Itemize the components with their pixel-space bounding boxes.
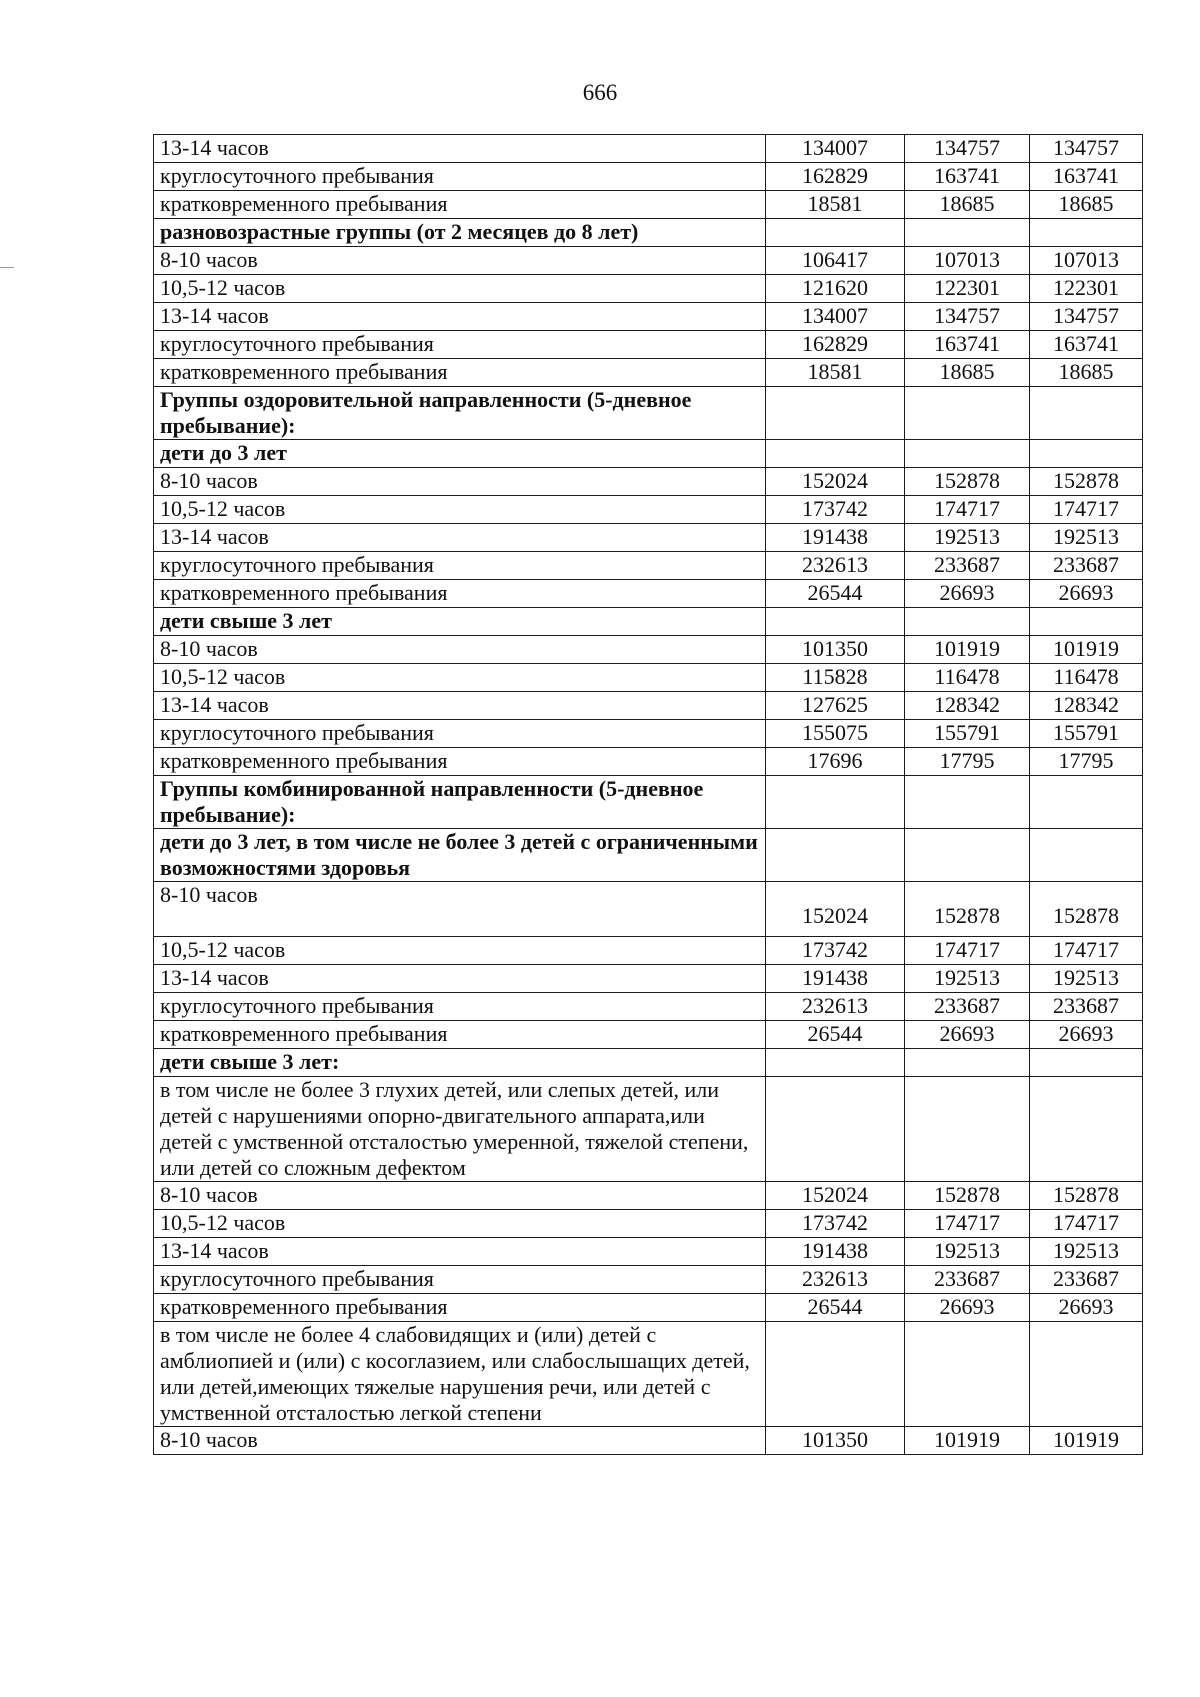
row-label: круглосуточного пребывания [154, 993, 766, 1021]
row-label: 10,5-12 часов [154, 664, 766, 692]
value-cell: 152878 [905, 468, 1030, 496]
row-label: Группы комбинированной направленности (5-дневное пребывание): [154, 776, 766, 829]
value-cell: 233687 [1030, 993, 1143, 1021]
row-label: круглосуточного пребывания [154, 720, 766, 748]
value-cell [905, 608, 1030, 636]
value-cell: 17795 [905, 748, 1030, 776]
scan-mark [0, 267, 14, 268]
table-row [154, 882, 1143, 937]
value-cell: 107013 [905, 247, 1030, 275]
value-cell [766, 608, 905, 636]
table-row [154, 580, 1143, 608]
value-cell: 18685 [1030, 359, 1143, 387]
table-row [154, 748, 1143, 776]
value-cell: 101919 [1030, 636, 1143, 664]
value-cell: 18685 [1030, 191, 1143, 219]
value-cell: 101350 [766, 1427, 905, 1455]
table-row [154, 331, 1143, 359]
table-row [154, 776, 1143, 829]
table-row [154, 720, 1143, 748]
row-label: 13-14 часов [154, 1238, 766, 1266]
row-label: 8-10 часов [154, 468, 766, 496]
page-number: 666 [582, 80, 618, 105]
table-row [154, 636, 1143, 664]
value-cell: 163741 [905, 163, 1030, 191]
row-label: 8-10 часов [154, 1182, 766, 1210]
value-cell: 26544 [766, 1021, 905, 1049]
value-cell: 134757 [905, 303, 1030, 331]
value-cell: 26693 [905, 1021, 1030, 1049]
value-cell: 174717 [905, 496, 1030, 524]
table-row [154, 1238, 1143, 1266]
value-cell: 192513 [1030, 1238, 1143, 1266]
value-cell: 174717 [1030, 1210, 1143, 1238]
value-cell: 152878 [905, 1182, 1030, 1210]
value-cell: 128342 [905, 692, 1030, 720]
table-row [154, 219, 1143, 247]
table-row [154, 965, 1143, 993]
value-cell [766, 829, 905, 882]
value-cell: 115828 [766, 664, 905, 692]
value-cell: 26693 [905, 580, 1030, 608]
row-label: 13-14 часов [154, 135, 766, 163]
table-row [154, 1266, 1143, 1294]
value-cell [1030, 608, 1143, 636]
table-row [154, 692, 1143, 720]
row-label: 8-10 часов [154, 636, 766, 664]
value-cell: 173742 [766, 496, 905, 524]
row-label: 10,5-12 часов [154, 275, 766, 303]
table-row [154, 993, 1143, 1021]
value-cell: 26693 [1030, 580, 1143, 608]
table-row [154, 1210, 1143, 1238]
value-cell: 152878 [905, 882, 1030, 937]
tariff-table-body [154, 135, 1143, 1455]
row-label: кратковременного пребывания [154, 1021, 766, 1049]
value-cell: 152878 [1030, 468, 1143, 496]
row-label: дети свыше 3 лет [154, 608, 766, 636]
table-row [154, 1021, 1143, 1049]
row-label: круглосуточного пребывания [154, 331, 766, 359]
row-label: 13-14 часов [154, 303, 766, 331]
value-cell: 107013 [1030, 247, 1143, 275]
value-cell: 233687 [1030, 552, 1143, 580]
tariff-table [153, 134, 1143, 1455]
value-cell: 232613 [766, 552, 905, 580]
table-row [154, 1427, 1143, 1455]
row-label: кратковременного пребывания [154, 191, 766, 219]
row-label: 8-10 часов [154, 1427, 766, 1455]
table-row [154, 608, 1143, 636]
row-label: 8-10 часов [154, 882, 766, 937]
table-row [154, 247, 1143, 275]
table-row [154, 1294, 1143, 1322]
value-cell [905, 219, 1030, 247]
value-cell [766, 219, 905, 247]
table-row [154, 303, 1143, 331]
value-cell: 101919 [905, 636, 1030, 664]
table-row [154, 937, 1143, 965]
value-cell: 173742 [766, 1210, 905, 1238]
value-cell [1030, 1322, 1143, 1427]
value-cell: 122301 [1030, 275, 1143, 303]
row-label: круглосуточного пребывания [154, 163, 766, 191]
value-cell: 155075 [766, 720, 905, 748]
value-cell [1030, 219, 1143, 247]
value-cell [1030, 1049, 1143, 1077]
value-cell [1030, 440, 1143, 468]
value-cell: 173742 [766, 937, 905, 965]
value-cell: 191438 [766, 965, 905, 993]
row-label: дети до 3 лет [154, 440, 766, 468]
row-label: разновозрастные группы (от 2 месяцев до 8 лет) [154, 219, 766, 247]
value-cell: 116478 [1030, 664, 1143, 692]
row-label: 13-14 часов [154, 524, 766, 552]
value-cell: 116478 [905, 664, 1030, 692]
value-cell: 18581 [766, 191, 905, 219]
row-label: 13-14 часов [154, 965, 766, 993]
value-cell: 192513 [905, 1238, 1030, 1266]
value-cell [766, 1049, 905, 1077]
table-row [154, 829, 1143, 882]
table-row [154, 1322, 1143, 1427]
table-row [154, 191, 1143, 219]
value-cell [766, 1322, 905, 1427]
value-cell [766, 387, 905, 440]
value-cell [905, 440, 1030, 468]
table-row [154, 163, 1143, 191]
row-label: кратковременного пребывания [154, 359, 766, 387]
row-label: в том числе не более 3 глухих детей, или слепых детей, или детей с нарушениями опорно-двигательного аппарата,или детей с умственной отсталостью умеренной, тяжелой степени, или детей со сложным дефектом [154, 1077, 766, 1182]
value-cell: 128342 [1030, 692, 1143, 720]
table-row [154, 135, 1143, 163]
value-cell: 163741 [1030, 331, 1143, 359]
value-cell: 106417 [766, 247, 905, 275]
value-cell [905, 387, 1030, 440]
value-cell [1030, 1077, 1143, 1182]
row-label: 10,5-12 часов [154, 937, 766, 965]
value-cell: 233687 [905, 1266, 1030, 1294]
value-cell: 122301 [905, 275, 1030, 303]
value-cell: 18685 [905, 359, 1030, 387]
table-row [154, 468, 1143, 496]
value-cell: 191438 [766, 1238, 905, 1266]
value-cell: 174717 [1030, 937, 1143, 965]
value-cell [1030, 776, 1143, 829]
table-row [154, 1077, 1143, 1182]
row-label: кратковременного пребывания [154, 580, 766, 608]
value-cell: 101919 [905, 1427, 1030, 1455]
value-cell [766, 776, 905, 829]
value-cell [905, 1077, 1030, 1182]
value-cell: 174717 [905, 937, 1030, 965]
value-cell: 192513 [905, 524, 1030, 552]
value-cell: 134007 [766, 303, 905, 331]
table-row [154, 440, 1143, 468]
table-row [154, 1049, 1143, 1077]
value-cell: 155791 [1030, 720, 1143, 748]
value-cell: 134757 [1030, 135, 1143, 163]
value-cell: 192513 [1030, 965, 1143, 993]
value-cell: 155791 [905, 720, 1030, 748]
row-label: круглосуточного пребывания [154, 1266, 766, 1294]
row-label: 8-10 часов [154, 247, 766, 275]
value-cell: 232613 [766, 1266, 905, 1294]
table-row [154, 275, 1143, 303]
table-row [154, 496, 1143, 524]
row-label: кратковременного пребывания [154, 1294, 766, 1322]
value-cell: 152878 [1030, 882, 1143, 937]
value-cell: 18581 [766, 359, 905, 387]
value-cell: 233687 [1030, 1266, 1143, 1294]
value-cell [1030, 387, 1143, 440]
value-cell: 18685 [905, 191, 1030, 219]
value-cell: 134757 [905, 135, 1030, 163]
value-cell: 174717 [1030, 496, 1143, 524]
row-label: кратковременного пребывания [154, 748, 766, 776]
value-cell: 152878 [1030, 1182, 1143, 1210]
value-cell: 101919 [1030, 1427, 1143, 1455]
value-cell: 152024 [766, 1182, 905, 1210]
row-label: 13-14 часов [154, 692, 766, 720]
value-cell: 163741 [905, 331, 1030, 359]
value-cell: 163741 [1030, 163, 1143, 191]
value-cell: 26693 [905, 1294, 1030, 1322]
value-cell: 191438 [766, 524, 905, 552]
value-cell [905, 776, 1030, 829]
table-row [154, 664, 1143, 692]
row-label: в том числе не более 4 слабовидящих и (или) детей с амблиопией и (или) с косоглазием, или слабослышащих детей, или детей,имеющих тяжелые нарушения речи, или детей с умственной отсталостью легкой степени [154, 1322, 766, 1427]
value-cell: 127625 [766, 692, 905, 720]
value-cell: 134757 [1030, 303, 1143, 331]
table-row [154, 1182, 1143, 1210]
value-cell: 152024 [766, 468, 905, 496]
table-row [154, 552, 1143, 580]
value-cell: 232613 [766, 993, 905, 1021]
value-cell [905, 1322, 1030, 1427]
table-row [154, 524, 1143, 552]
row-label: дети до 3 лет, в том числе не более 3 детей с ограниченными возможностями здоровья [154, 829, 766, 882]
value-cell: 26544 [766, 580, 905, 608]
value-cell: 134007 [766, 135, 905, 163]
value-cell [1030, 829, 1143, 882]
value-cell: 26693 [1030, 1294, 1143, 1322]
value-cell: 233687 [905, 993, 1030, 1021]
value-cell: 174717 [905, 1210, 1030, 1238]
value-cell: 26693 [1030, 1021, 1143, 1049]
row-label: дети свыше 3 лет: [154, 1049, 766, 1077]
value-cell: 121620 [766, 275, 905, 303]
row-label: 10,5-12 часов [154, 1210, 766, 1238]
value-cell: 162829 [766, 163, 905, 191]
value-cell: 233687 [905, 552, 1030, 580]
value-cell: 26544 [766, 1294, 905, 1322]
value-cell [905, 829, 1030, 882]
value-cell: 152024 [766, 882, 905, 937]
value-cell: 101350 [766, 636, 905, 664]
value-cell: 17696 [766, 748, 905, 776]
row-label: 10,5-12 часов [154, 496, 766, 524]
table-row [154, 387, 1143, 440]
value-cell [766, 1077, 905, 1182]
value-cell [766, 440, 905, 468]
table-row [154, 359, 1143, 387]
value-cell: 162829 [766, 331, 905, 359]
value-cell [905, 1049, 1030, 1077]
value-cell: 192513 [1030, 524, 1143, 552]
value-cell: 17795 [1030, 748, 1143, 776]
row-label: Группы оздоровительной направленности (5-дневное пребывание): [154, 387, 766, 440]
value-cell: 192513 [905, 965, 1030, 993]
row-label: круглосуточного пребывания [154, 552, 766, 580]
